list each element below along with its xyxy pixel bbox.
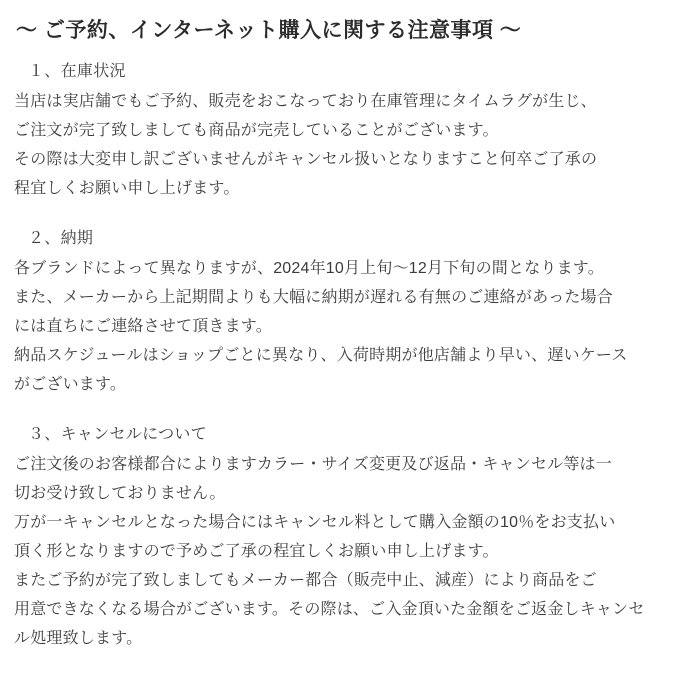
body-line: 納品スケジュールはショップごとに異なり、入荷時期が他店舗より早い、遅いケース xyxy=(14,347,628,364)
section-delivery xyxy=(14,225,686,399)
body-line: ご注文後のお客様都合によりますカラー・サイズ変更及び返品・キャンセル等は一 xyxy=(14,456,612,473)
body-line: ご注文が完了致しましても商品が完売していることがございます。 xyxy=(14,122,499,139)
body-line: その際は大変申し訳ございませんがキャンセル扱いとなりますこと何卒ご了承の xyxy=(14,151,598,168)
body-line: がございます。 xyxy=(14,376,127,393)
section-body xyxy=(14,87,686,203)
body-line: 万が一キャンセルとなった場合にはキャンセル料として購入金額の10％をお支払い xyxy=(14,514,616,531)
body-line: 切お受け致しておりません。 xyxy=(14,485,226,502)
section-body xyxy=(14,254,686,399)
body-line: 用意できなくなる場合がございます。その際は、ご入金頂いた金額をご返金しキャンセ xyxy=(14,601,645,618)
body-line: には直ちにご連絡させて頂きます。 xyxy=(14,318,272,335)
section-heading: ２、納期 xyxy=(28,230,94,247)
body-line: 各ブランドによって異なりますが、2024年10月上旬〜12月下旬の間となります。 xyxy=(14,260,604,277)
section-stock xyxy=(14,58,686,203)
body-line: 頂く形となりますので予めご了承の程宜しくお願い申し上げます。 xyxy=(14,543,499,560)
body-line: 程宜しくお願い申し上げます。 xyxy=(14,180,240,197)
body-line: また、メーカーから上記期間よりも大幅に納期が遅れる有無のご連絡があった場合 xyxy=(14,289,613,306)
body-line: またご予約が完了致しましてもメーカー都合（販売中止、減産）により商品をご xyxy=(14,572,597,589)
body-line: ル処理致します。 xyxy=(14,630,143,647)
section-heading: １、在庫状況 xyxy=(28,63,126,80)
section-heading: ３、キャンセルについて xyxy=(28,426,207,443)
section-body xyxy=(14,450,686,653)
section-cancellation xyxy=(14,421,686,653)
page-title: 〜 ご予約、インターネット購入に関する注意事項 〜 xyxy=(16,19,522,42)
body-line: 当店は実店舗でもご予約、販売をおこなっており在庫管理にタイムラグが生じ、 xyxy=(14,93,597,110)
